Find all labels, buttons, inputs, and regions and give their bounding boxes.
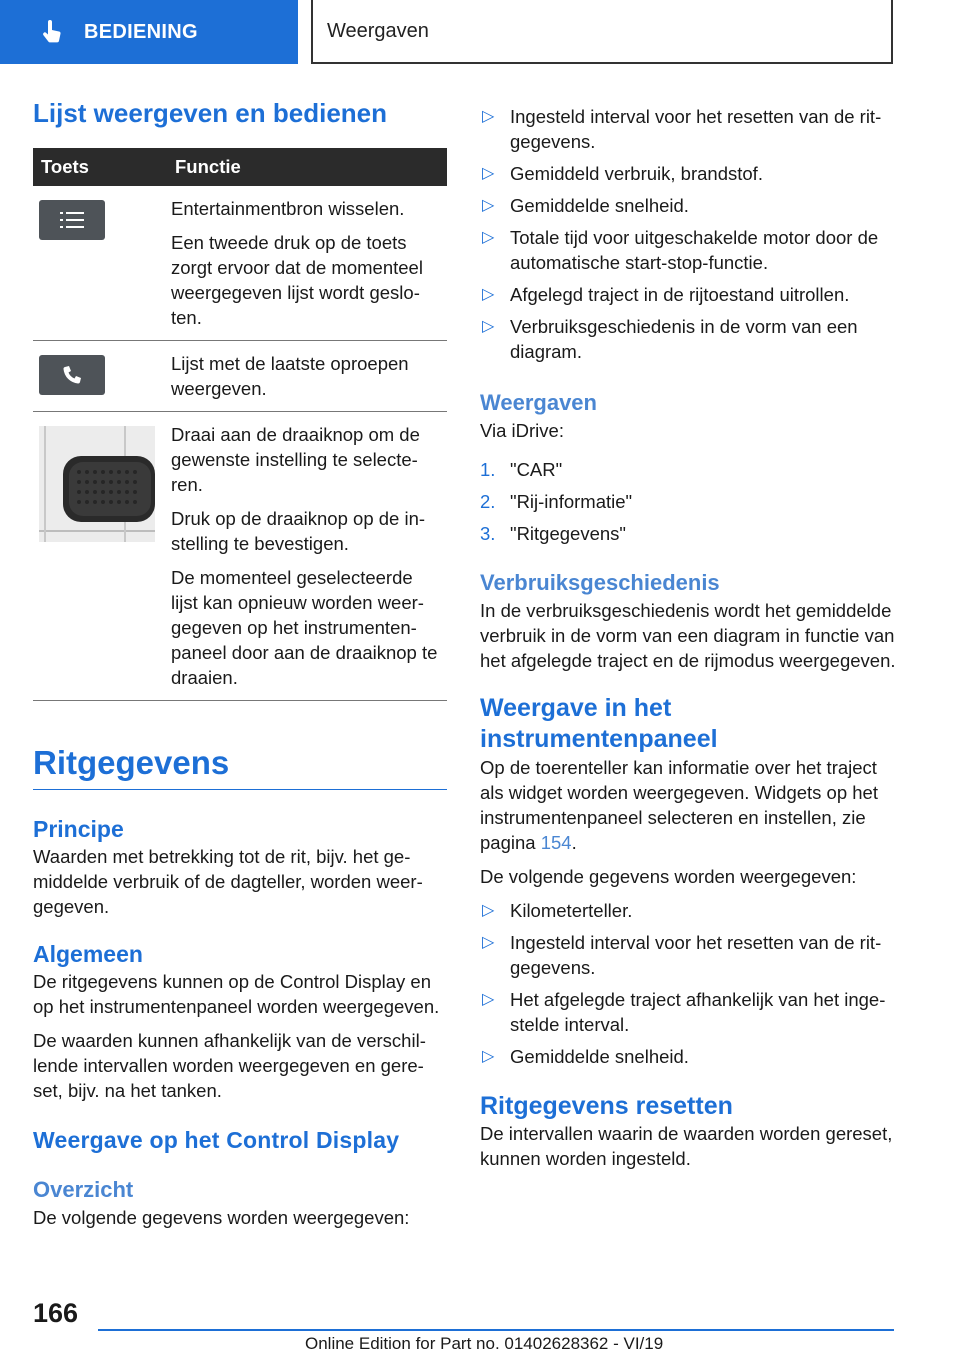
triangle-bullet-icon: ▷ — [482, 165, 495, 182]
footer-rule — [98, 1329, 894, 1331]
data-list-1 — [480, 104, 896, 364]
list-item: ▷ Ingesteld interval voor het resetten van de ritgegevens. — [482, 932, 882, 978]
right-column — [480, 104, 896, 1171]
verbruik-heading: Verbruiksgeschiedenis — [480, 570, 720, 595]
left-column — [33, 96, 447, 1230]
principe-text: Waarden met betrekking tot de rit, bijv. het gemiddelde verbruik of de dagteller, worden weergegeven. — [33, 846, 423, 917]
list-item: ▷ Gemiddelde snelheid. — [482, 195, 689, 216]
section-header — [311, 0, 893, 64]
triangle-bullet-icon: ▷ — [482, 197, 495, 214]
footer-edition: Online Edition for Part no. 01402628362 - VI/19 — [305, 1334, 664, 1353]
steps-list — [480, 457, 896, 546]
hand-pointer-icon — [38, 18, 66, 46]
algemeen-text-2: De waarden kunnen afhankelijk van de verschillende intervallen worden weergegeven en gereset, bijv. na het tanken. — [33, 1030, 426, 1101]
verbruik-text: In de verbruiksgeschiedenis wordt het gemiddelde verbruik in de vorm van een diagram in functie van het afgelegde traject en de rijmodus weergegeven. — [480, 600, 896, 671]
list-item: 2. "Rij-informatie" — [480, 491, 633, 512]
algemeen-heading: Algemeen — [33, 941, 143, 967]
ritgegevens-heading: Ritgegevens — [33, 744, 230, 781]
list-item: 1. "CAR" — [480, 459, 563, 480]
list-item: ▷ Kilometerteller. — [482, 900, 633, 921]
list-item: ▷ Afgelegd traject in de rijtoestand uitrollen. — [482, 284, 850, 305]
table-row — [33, 186, 447, 341]
chapter-title: BEDIENING — [84, 20, 198, 43]
list-item: ▷ Het afgelegde traject afhankelijk van het ingestelde interval. — [482, 989, 886, 1035]
list-item: ▷ Gemiddeld verbruik, brandstof. — [482, 163, 763, 184]
instrumentpaneel-heading: Weergave in het instrumentenpaneel — [480, 694, 718, 753]
list-item: 3. "Ritgegevens" — [480, 523, 626, 544]
list-item: ▷ Verbruiksgeschiedenis in de vorm van een diagram. — [482, 316, 858, 362]
row-text: Entertainmentbron wisselen. — [171, 198, 405, 219]
page-link[interactable]: 154 — [540, 832, 572, 853]
row-text: Druk op de draaiknop op de instelling te bevestigen. — [171, 508, 426, 554]
triangle-bullet-icon: ▷ — [482, 286, 495, 303]
algemeen-text-1: De ritgegevens kunnen op de Control Display en op het instrumentenpaneel worden weergegeven. — [33, 971, 440, 1017]
page-number: 166 — [33, 1298, 79, 1328]
list-item: ▷ Ingesteld interval voor het resetten van de ritgegevens. — [482, 106, 882, 152]
triangle-bullet-icon: ▷ — [482, 108, 495, 125]
table-header-key: Toets — [33, 148, 163, 186]
reset-text: De intervallen waarin de waarden worden gereset, kunnen worden ingesteld. — [480, 1123, 893, 1169]
section-title: Weergaven — [327, 19, 429, 42]
key-function-table — [33, 148, 447, 701]
controller-knob-image — [39, 426, 155, 542]
ritgegevens-heading-block — [33, 741, 447, 790]
list-item: ▷ Totale tijd voor uitgeschakelde motor door de automatische start-stop-functie. — [482, 227, 879, 273]
triangle-bullet-icon: ▷ — [482, 229, 495, 246]
list-heading: Lijst weergeven en bedienen — [33, 98, 387, 128]
reset-heading: Ritgegevens resetten — [480, 1092, 733, 1120]
instrumentpaneel-text-2: De volgende gegevens worden weergegeven: — [480, 866, 857, 887]
row-text: Een tweede druk op de toets zorgt ervoor dat de momenteel weergegeven lijst wordt gesloten. — [171, 232, 423, 328]
row-text: Draai aan de draaiknop om de gewenste instelling te selecteren. — [171, 424, 420, 495]
instrumentpaneel-text: Op de toerenteller kan informatie over het traject als widget worden weergegeven. Widgets op het instrumentenpaneel selecteren en instellen, zie pagina 154. — [480, 757, 878, 853]
row-text: Lijst met de laatste oproepen weergeven. — [171, 353, 409, 399]
table-row — [33, 341, 447, 412]
weergaven-heading: Weergaven — [480, 390, 597, 415]
principe-heading: Principe — [33, 816, 124, 842]
overzicht-heading: Overzicht — [33, 1177, 134, 1202]
list-icon — [39, 200, 105, 240]
row-text: De momenteel geselecteerde lijst kan opnieuw worden weergegeven op het instrumentenpaneel door aan de draaiknop te draaien. — [171, 567, 438, 688]
table-header-function: Functie — [163, 148, 447, 186]
triangle-bullet-icon: ▷ — [482, 318, 495, 335]
overzicht-text: De volgende gegevens worden weergegeven: — [33, 1207, 410, 1228]
table-row — [33, 412, 447, 701]
chapter-tab — [0, 0, 298, 64]
phone-icon — [39, 355, 105, 395]
data-list-2 — [480, 898, 896, 1069]
triangle-bullet-icon: ▷ — [482, 991, 495, 1008]
triangle-bullet-icon: ▷ — [482, 902, 495, 919]
list-item: ▷ Gemiddelde snelheid. — [482, 1046, 689, 1067]
via-idrive: Via iDrive: — [480, 420, 564, 441]
triangle-bullet-icon: ▷ — [482, 1048, 495, 1065]
control-display-heading: Weergave op het Control Display — [33, 1127, 400, 1153]
triangle-bullet-icon: ▷ — [482, 934, 495, 951]
